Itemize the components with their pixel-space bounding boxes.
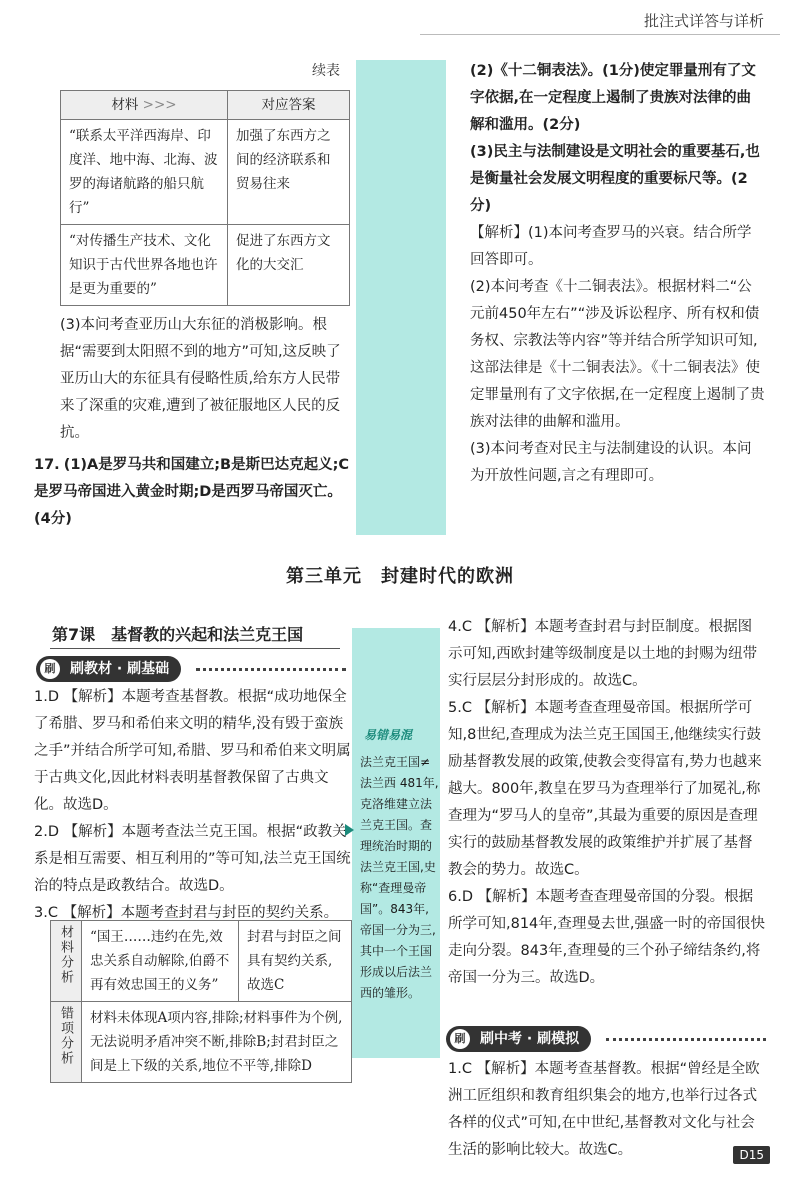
teal-band-top <box>356 60 446 535</box>
analysis-paragraph: (3)本问考查亚历山大东征的消极影响。根据“需要到太阳照不到的地方”可知,这反映了亚历山大的东征具有侵略性质,给东方人民带来了深重的灾难,遭到了被征服地区人民的反抗。 <box>60 317 341 441</box>
section-badge-label: 刷教材 · 刷基础 <box>70 661 170 677</box>
header-divider <box>420 34 780 35</box>
brush-logo-icon: 刷 <box>40 659 60 679</box>
page-header: 批注式详答与详析 <box>643 12 764 30</box>
answer-part-2: (2)《十二铜表法》。(1分)使定罪量刑有了文字依据,在一定程度上遏制了贵族对法律的曲解和滥用。(2分) <box>470 63 756 133</box>
table-row <box>51 921 352 1002</box>
side-note-title: 易错易混 <box>364 728 413 742</box>
section-badge-exam <box>446 1026 591 1052</box>
wrong-option-tag: 错项分析 <box>51 1002 82 1083</box>
table-row <box>61 120 350 225</box>
question-17 <box>34 452 350 533</box>
table-cell-answer: 促进了东西方文化的大交汇 <box>228 225 350 306</box>
question-5: 5.C 【解析】本题考查查理曼帝国。根据所学可知,8世纪,查理成为法兰克王国国王,他继续实行鼓励基督教发展的政策,使教会变得富有,势力也越来越大。800年,教皇在罗马为查理举行了加冕礼,称查理为“罗马人的皇帝”,其最为重要的原因是查理实行的鼓励基督教发展的政策维护并扩展了基督教会的势力。故选C。 <box>448 700 762 878</box>
lesson-title: 第7课 基督教的兴起和法兰克王国 <box>52 625 304 644</box>
question-3: 3.C 【解析】本题考查封君与封臣的契约关系。 <box>34 905 339 921</box>
table-cell-material: “联系太平洋西海岸、印度洋、地中海、北海、波罗的海诸航路的船只航行” <box>61 120 228 225</box>
right-questions <box>448 614 766 992</box>
side-note: 法兰克王国≠法兰西 481年,克洛维建立法兰克王国。查理统治时期的法兰克王国,史称“查理曼帝国”。843年,帝国一分为三,其中一个王国形成以后法兰西的雏形。 <box>360 755 439 1000</box>
table-continued-label: 续表 <box>312 63 340 79</box>
table-head-material: 材料 >>> <box>61 91 228 120</box>
question-17-answer: (1)A是罗马共和国建立;B是斯巴达克起义;C是罗马帝国进入黄金时期;D是西罗马帝国灭亡。(4分) <box>34 457 350 527</box>
question-2: 2.D 【解析】本题考查法兰克王国。根据“政教关系是相互需要、相互利用的”等可知,法兰克王国统治的特点是政教结合。故选D。 <box>34 824 351 894</box>
lesson-underline <box>50 648 340 649</box>
material-answer: 封君与封臣之间具有契约关系,故选C <box>239 921 352 1002</box>
table-cell-answer: 加强了东西方之间的经济联系和贸易往来 <box>228 120 350 225</box>
analysis-part-3: (3)本问考查对民主与法制建设的认识。本问为开放性问题,言之有理即可。 <box>470 441 752 484</box>
right-column-top <box>470 58 765 490</box>
page-number: D15 <box>733 1146 770 1164</box>
material-analysis-tag: 材料分析 <box>51 921 82 1002</box>
question-1: 1.D 【解析】本题考查基督教。根据“成功地保全了希腊、罗马和希伯来文明的精华,没有毁于蛮族之手”并结合所学可知,希腊、罗马和希伯来文明属于古典文化,因此材料表明基督教保留了古典文化。故选D。 <box>34 689 351 813</box>
exam-question-1: 1.C 【解析】本题考查基督教。根据“曾经是全欧洲工匠组织和教育组织集会的地方,也举行过各式各样的仪式”可知,在中世纪,基督教对文化与社会生活的影响比较大。故选C。 <box>448 1061 760 1158</box>
exam-questions <box>448 1056 766 1164</box>
brush-logo-icon: 刷 <box>450 1029 470 1049</box>
alexander-analysis <box>60 312 350 447</box>
table-row <box>51 1002 352 1083</box>
table-cell-material: “对传播生产技术、文化知识于古代世界各地也许是更为重要的” <box>61 225 228 306</box>
analysis-table <box>50 920 352 1083</box>
section-badge-textbook <box>36 656 181 682</box>
answer-part-3: (3)民主与法制建设是文明社会的重要基石,也是衡量社会发展文明程度的重要标尺等。(2分) <box>470 144 760 214</box>
analysis-part-1: 【解析】(1)本问考查罗马的兴衰。结合所学回答即可。 <box>470 225 752 268</box>
table-row <box>61 225 350 306</box>
question-4: 4.C 【解析】本题考查封君与封臣制度。根据图示可知,西欧封建等级制度是以土地的封赐为纽带实行层层分封形成的。故选C。 <box>448 619 758 689</box>
analysis-part-2: (2)本问考查《十二铜表法》。根据材料二“公元前450年左右”“涉及诉讼程序、所有权和债务权、宗教法等内容”等并结合所学知识可知,这部法律是《十二铜表法》。《十二铜表法》使定罪量刑有了文字依据,在一定程度上遏制了贵族对法律的曲解和滥用。 <box>470 279 765 430</box>
question-number: 17. <box>34 457 60 473</box>
left-questions <box>34 684 352 927</box>
dotted-divider <box>196 668 346 675</box>
wrong-option-analysis: 材料未体现A项内容,排除;材料事件为个例,无法说明矛盾冲突不断,排除B;封君封臣之间是上下级的关系,地位不平等,排除D <box>82 1002 352 1083</box>
pointer-arrow-icon <box>345 824 354 836</box>
dotted-divider <box>606 1038 766 1045</box>
material-quote: “国王……违约在先,效忠关系自动解除,伯爵不再有效忠国王的义务” <box>82 921 239 1002</box>
table-head-answer: 对应答案 <box>228 91 350 120</box>
section-badge-label: 刷中考 · 刷模拟 <box>480 1031 580 1047</box>
unit-title: 第三单元 封建时代的欧洲 <box>286 566 514 587</box>
material-answer-table <box>60 90 350 306</box>
question-6: 6.D 【解析】本题考查查理曼帝国的分裂。根据所学可知,814年,查理曼去世,强盛一时的帝国很快走向分裂。843年,查理曼的三个孙子缔结条约,将帝国一分为三。故选D。 <box>448 889 766 986</box>
